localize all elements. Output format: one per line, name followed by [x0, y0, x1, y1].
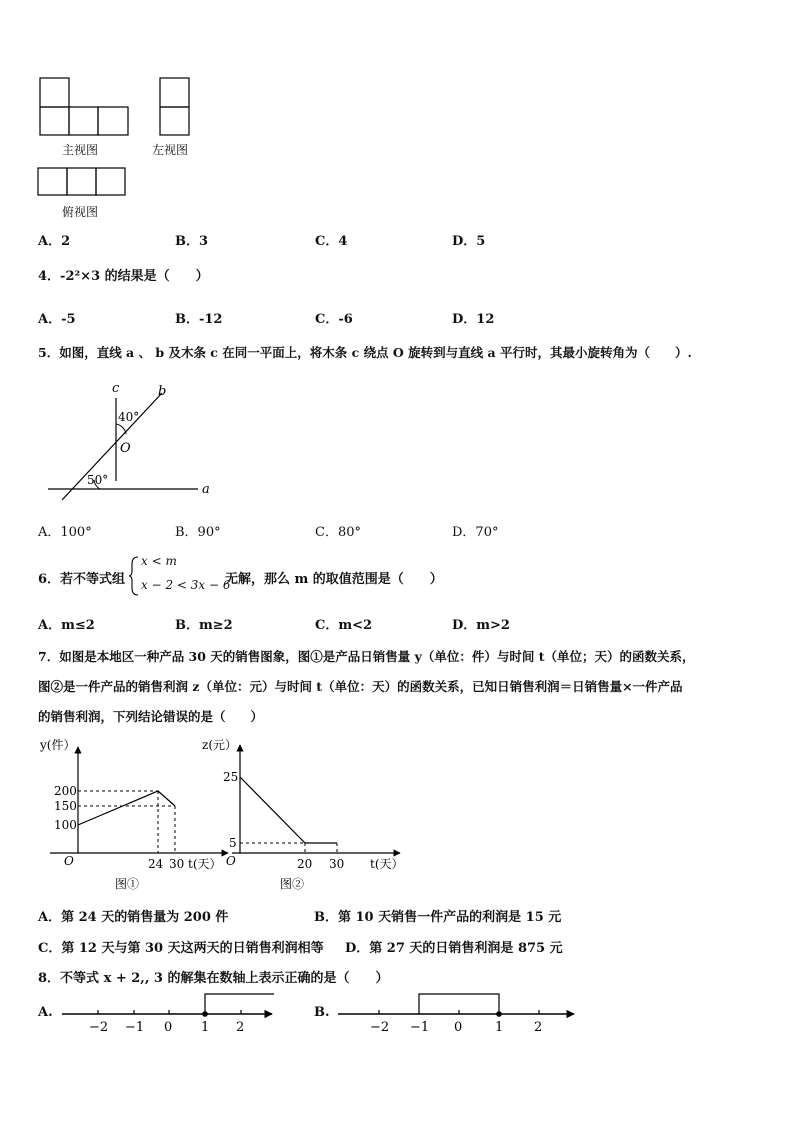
- q6-brace: [128, 555, 140, 597]
- front-view-cell: [40, 107, 69, 135]
- q4-option-b[interactable]: B．-12: [175, 312, 223, 327]
- q7-stem-line3: 的销售利润，下列结论错误的是（ ）: [38, 709, 264, 724]
- q3-option-b[interactable]: B．3: [175, 234, 209, 249]
- left-view-cell: [160, 107, 189, 135]
- graph1-tick-24: 24: [148, 857, 164, 871]
- q8-a-solution-ray: [205, 994, 274, 1014]
- q8-option-b-label[interactable]: B.: [314, 1005, 330, 1020]
- q4-option-a[interactable]: A．-5: [38, 312, 76, 327]
- label-b: b: [158, 384, 167, 399]
- q3-option-a[interactable]: A．2: [38, 234, 71, 249]
- graph2-tick-20: 20: [297, 857, 313, 871]
- svg-text:−1: −1: [125, 1020, 145, 1035]
- q3-option-d[interactable]: D．5: [452, 234, 486, 249]
- front-view-caption: 主视图: [62, 143, 99, 157]
- top-view-caption: 俯视图: [62, 205, 99, 219]
- svg-text:2: 2: [236, 1020, 245, 1035]
- angle-40-label: 40°: [118, 410, 140, 424]
- top-view-cell: [96, 168, 125, 195]
- q4-option-d[interactable]: D．12: [452, 312, 495, 327]
- graph1-caption: 图①: [115, 877, 140, 891]
- graph2-tick-30: 30: [329, 857, 345, 871]
- line-b: [62, 393, 162, 500]
- q8-option-a-label[interactable]: A.: [38, 1005, 53, 1020]
- graph2-tick-5: 5: [229, 836, 237, 850]
- svg-text:−1: −1: [410, 1020, 430, 1035]
- graph1-tick-30: 30: [169, 857, 185, 871]
- label-c: c: [112, 381, 120, 396]
- label-O: O: [120, 441, 131, 456]
- graph1-tick-200: 200: [54, 784, 77, 798]
- q5-option-a[interactable]: A．100°: [38, 525, 92, 540]
- front-view-cell: [40, 78, 69, 107]
- graph1-origin: O: [64, 854, 74, 868]
- angle-50-label: 50°: [87, 473, 109, 487]
- top-view-cell: [67, 168, 96, 195]
- q7-option-d[interactable]: D．第 27 天的日销售利润是 875 元: [345, 941, 563, 956]
- svg-text:1: 1: [201, 1020, 210, 1035]
- q7-option-b[interactable]: B．第 10 天销售一件产品的利润是 15 元: [314, 910, 562, 925]
- q4-option-c[interactable]: C．-6: [315, 312, 353, 327]
- svg-text:0: 0: [164, 1020, 173, 1035]
- q6-option-c[interactable]: C．m<2: [315, 618, 373, 633]
- q6-option-d[interactable]: D．m>2: [452, 618, 510, 633]
- graph2-x-label: t(天）: [370, 857, 404, 871]
- graph1-x-label: t(天）: [188, 857, 222, 871]
- three-view-figure: [0, 0, 240, 205]
- graph2-tick-25: 25: [223, 770, 239, 784]
- q8-number-line-a: [58, 988, 278, 1038]
- q5-option-b[interactable]: B．90°: [175, 525, 221, 540]
- graph1-tick-100: 100: [54, 818, 77, 832]
- q6-option-a[interactable]: A．m≤2: [38, 618, 95, 633]
- q5-option-c[interactable]: C．80°: [315, 525, 361, 540]
- q8-number-line-b: [334, 988, 579, 1038]
- svg-text:0: 0: [454, 1020, 463, 1035]
- q6-inequality-1: x < m: [141, 554, 177, 568]
- q5-figure: [40, 378, 230, 503]
- q7-option-a[interactable]: A．第 24 天的销售量为 200 件: [38, 910, 229, 925]
- left-view-caption: 左视图: [152, 143, 189, 157]
- svg-text:1: 1: [495, 1020, 504, 1035]
- graph2-profit-line: [240, 777, 337, 843]
- q6-option-b[interactable]: B．m≥2: [175, 618, 233, 633]
- graph2-y-label: z(元）: [202, 738, 238, 752]
- top-view-cell: [38, 168, 67, 195]
- q7-graph-2: [200, 735, 410, 895]
- q6-inequality-2: x − 2 < 3x − 6: [141, 578, 231, 592]
- graph2-caption: 图②: [280, 877, 305, 891]
- q5-stem: 5．如图，直线 a 、 b 及木条 c 在同一平面上，将木条 c 绕点 O 旋转到与直线 a 平行时，其最小旋转角为（ ）.: [38, 345, 692, 360]
- q7-stem-line2: 图②是一件产品的销售利润 z（单位：元）与时间 t（单位：天）的函数关系，已知日销售利润＝日销售量×一件产品: [38, 679, 683, 694]
- front-view-cell: [98, 107, 128, 135]
- front-view-cell: [69, 107, 98, 135]
- q8-stem: 8．不等式 x + 2,, 3 的解集在数轴上表示正确的是（ ）: [38, 971, 389, 986]
- q5-option-d[interactable]: D．70°: [452, 525, 499, 540]
- svg-text:2: 2: [534, 1020, 543, 1035]
- left-view-cell: [160, 78, 189, 107]
- q6-suffix: 无解，那么 m 的取值范围是（ ）: [225, 572, 443, 587]
- svg-text:−2: −2: [89, 1020, 109, 1035]
- label-a: a: [202, 482, 210, 497]
- q8-a-endpoint: [202, 1011, 208, 1017]
- graph1-y-label: y(件）: [40, 738, 76, 752]
- q7-option-c[interactable]: C．第 12 天与第 30 天这两天的日销售利润相等: [38, 941, 324, 956]
- graph1-tick-150: 150: [54, 799, 77, 813]
- q7-stem-line1: 7．如图是本地区一种产品 30 天的销售图象，图①是产品日销售量 y（单位：件）与时间 t（单位；天）的函数关系，: [38, 649, 695, 664]
- graph2-origin: O: [226, 854, 236, 868]
- q8-b-endpoint: [496, 1011, 502, 1017]
- graph1-sales-line: [78, 791, 175, 825]
- q4-stem: 4．-2²×3 的结果是（ ）: [38, 269, 209, 284]
- q6-prefix: 6．若不等式组: [38, 572, 126, 587]
- q3-option-c[interactable]: C．4: [315, 234, 348, 249]
- svg-text:−2: −2: [370, 1020, 390, 1035]
